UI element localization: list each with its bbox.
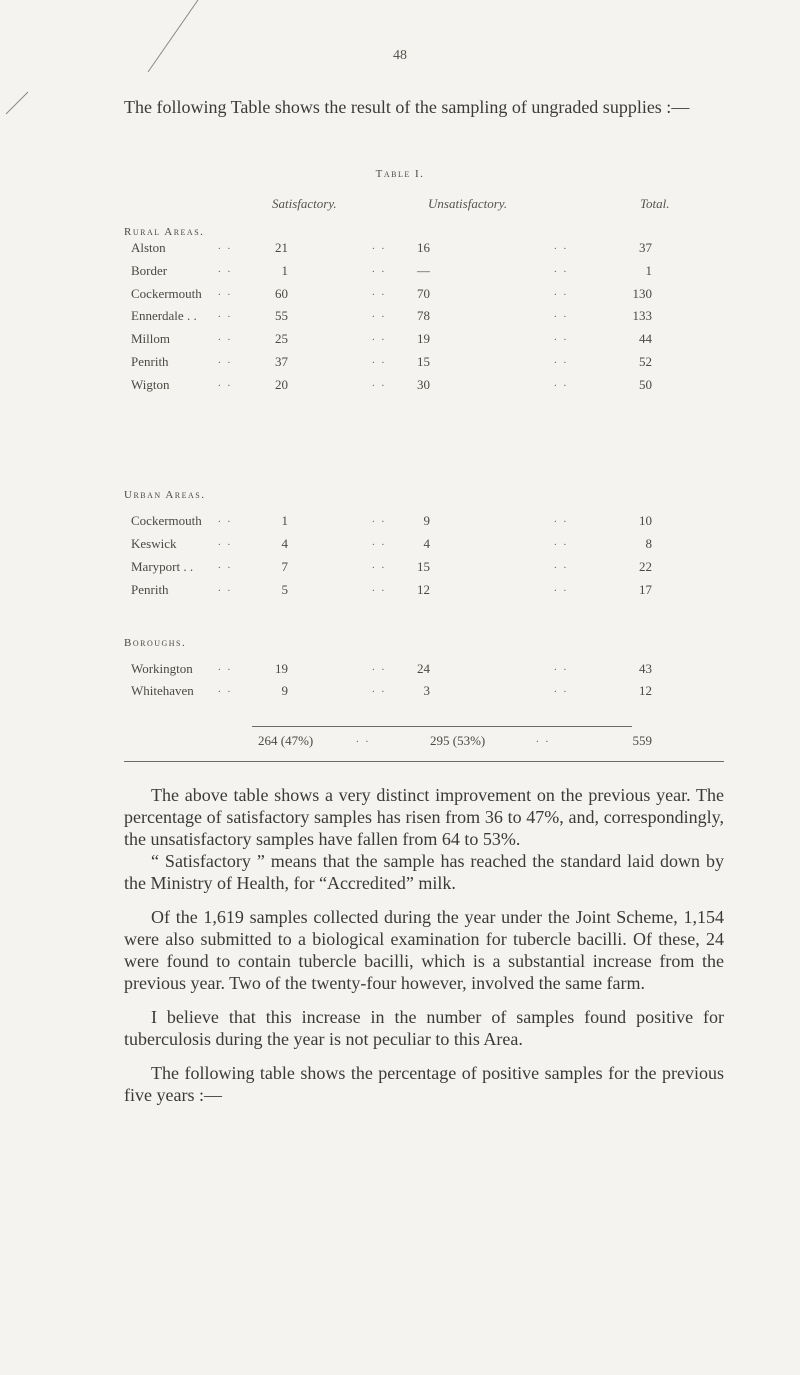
total-value: 52 xyxy=(639,354,652,369)
total-value: 1 xyxy=(645,262,652,278)
column-header-total: Total. xyxy=(640,196,670,211)
leader-dots: . . xyxy=(554,683,569,695)
page-number: 48 xyxy=(393,48,407,63)
leader-dots: . . xyxy=(218,240,233,252)
total-unsatisfactory: 295 (53%) xyxy=(430,733,486,748)
leader-dots: . . xyxy=(554,262,569,275)
paragraph-increase: I believe that this increase in the number of samples found positive for tuberculosis during the year is not peculiar to this Area. xyxy=(124,1007,724,1049)
leader-dots: . . xyxy=(218,582,233,594)
totals-rule-top xyxy=(252,726,632,727)
table-row xyxy=(0,661,800,681)
leader-dots: . . xyxy=(372,559,387,571)
area-name: Whitehaven xyxy=(131,683,194,698)
leader-dots: . . xyxy=(218,559,233,571)
intro-paragraph: The following Table shows the result of the sampling of ungraded supplies :— xyxy=(124,97,690,117)
leader-dots: . . xyxy=(372,308,387,321)
table-row xyxy=(0,240,800,260)
body-text xyxy=(124,784,724,1106)
leader-dots: . . xyxy=(218,308,233,321)
unsatisfactory-value: 30 xyxy=(417,376,430,392)
paragraph-biological-examination: Of the 1,619 samples collected during the year under the Joint Scheme, 1,154 were also submitted to a biological examination for tubercle bacilli. Of these, 24 were found to contain tubercle bacilli, which is a substantial increase from the previous year. Two of the twenty-four however, involved the same farm. xyxy=(124,907,724,993)
leader-dots: . . xyxy=(218,536,233,548)
area-name: Keswick xyxy=(131,536,177,551)
leader-dots: . . xyxy=(372,331,387,344)
grand-total: 559 xyxy=(632,733,652,748)
leader-dots: . . xyxy=(372,354,387,366)
leader-dots: . . xyxy=(218,683,233,695)
leader-dots: . . xyxy=(218,661,233,673)
leader-dots: . . xyxy=(372,661,387,673)
table-row xyxy=(0,308,800,328)
total-value: 8 xyxy=(645,536,652,551)
leader-dots: . . xyxy=(372,683,387,695)
total-value: 50 xyxy=(639,376,652,392)
total-value: 37 xyxy=(639,240,652,255)
area-name: Cockermouth xyxy=(131,285,202,301)
leader-dots: . . xyxy=(554,354,569,366)
total-value: 10 xyxy=(639,513,652,528)
unsatisfactory-value: 12 xyxy=(417,582,430,597)
table-row xyxy=(0,582,800,602)
satisfactory-value: 1 xyxy=(281,513,288,528)
unsatisfactory-value: 15 xyxy=(417,559,430,574)
unsatisfactory-value: 19 xyxy=(417,331,430,347)
leader-dots: . . xyxy=(554,661,569,673)
leader-dots: . . xyxy=(218,331,233,344)
leader-dots: . . xyxy=(554,559,569,571)
table-row xyxy=(0,559,800,579)
paragraph-satisfactory-definition: “ Satisfactory ” means that the sample has reached the standard laid down by the Ministry of Health, for “Accredited” milk. xyxy=(124,851,724,893)
leader-dots: . . xyxy=(554,285,569,298)
paragraph-improvement: The above table shows a very distinct improvement on the previous year. The percentage of satisfactory samples has risen from 36 to 47%, and, correspondingly, the unsatisfactory samples have fallen from 64 to 53%. xyxy=(124,785,724,849)
satisfactory-value: 55 xyxy=(275,308,288,324)
leader-dots: . . xyxy=(554,513,569,525)
total-value: 17 xyxy=(639,582,652,597)
leader-dots: . . xyxy=(536,733,551,745)
table-row xyxy=(0,263,800,283)
area-name: Border xyxy=(131,262,168,278)
area-name: Penrith xyxy=(131,354,169,369)
satisfactory-value: 37 xyxy=(275,354,288,369)
satisfactory-value: 1 xyxy=(281,262,288,278)
table-row xyxy=(0,683,800,703)
unsatisfactory-value: 9 xyxy=(423,513,430,528)
total-value: 130 xyxy=(632,285,652,301)
area-name: Wigton xyxy=(131,376,170,392)
satisfactory-value: 5 xyxy=(281,582,288,597)
satisfactory-value: 9 xyxy=(281,683,288,698)
leader-dots: . . xyxy=(372,376,387,389)
satisfactory-value: 20 xyxy=(275,376,288,392)
leader-dots: . . xyxy=(554,376,569,389)
total-value: 22 xyxy=(639,559,652,574)
area-name: Workington xyxy=(131,661,193,676)
table-row xyxy=(0,513,800,533)
satisfactory-value: 4 xyxy=(281,536,288,551)
section-heading: Urban Areas. xyxy=(124,489,206,501)
area-name: Cockermouth xyxy=(131,513,202,528)
unsatisfactory-value: 24 xyxy=(417,661,430,676)
area-name: Millom xyxy=(131,331,171,347)
leader-dots: . . xyxy=(372,513,387,525)
leader-dots: . . xyxy=(372,285,387,298)
unsatisfactory-value: 4 xyxy=(423,536,430,551)
unsatisfactory-value: 78 xyxy=(417,308,430,324)
satisfactory-value: 21 xyxy=(275,240,288,255)
area-name: Ennerdale . . xyxy=(131,308,197,324)
area-name: Alston xyxy=(131,240,166,255)
unsatisfactory-value: — xyxy=(417,262,430,278)
leader-dots: . . xyxy=(372,262,387,275)
leader-dots: . . xyxy=(554,582,569,594)
total-value: 44 xyxy=(639,331,652,347)
table-caption: Table I. xyxy=(375,168,425,180)
total-satisfactory: 264 (47%) xyxy=(258,733,314,748)
leader-dots: . . xyxy=(218,513,233,525)
paragraph-following-table: The following table shows the percentage of positive samples for the previous five years :— xyxy=(124,1063,724,1105)
total-value: 43 xyxy=(639,661,652,676)
table-row xyxy=(0,377,800,397)
leader-dots: . . xyxy=(218,354,233,366)
table-row xyxy=(0,286,800,306)
leader-dots: . . xyxy=(372,582,387,594)
column-header-unsatisfactory: Unsatisfactory. xyxy=(428,196,508,211)
table-row xyxy=(0,354,800,374)
unsatisfactory-value: 3 xyxy=(423,683,430,698)
table-row xyxy=(0,536,800,556)
satisfactory-value: 25 xyxy=(275,331,288,347)
area-name: Maryport . . xyxy=(131,559,194,574)
unsatisfactory-value: 16 xyxy=(417,240,430,255)
satisfactory-value: 7 xyxy=(281,559,288,574)
leader-dots: . . xyxy=(218,285,233,298)
unsatisfactory-value: 70 xyxy=(417,285,430,301)
section-heading: Boroughs. xyxy=(124,637,187,649)
section-heading: Rural Areas. xyxy=(124,226,205,238)
leader-dots: . . xyxy=(356,733,371,745)
leader-dots: . . xyxy=(554,240,569,252)
table-bottom-rule xyxy=(124,761,724,762)
leader-dots: . . xyxy=(372,240,387,252)
satisfactory-value: 60 xyxy=(275,285,288,301)
leader-dots: . . xyxy=(554,331,569,344)
leader-dots: . . xyxy=(218,262,233,275)
satisfactory-value: 19 xyxy=(275,661,288,676)
total-value: 12 xyxy=(639,683,652,698)
area-name: Penrith xyxy=(131,582,169,597)
table-row xyxy=(0,331,800,351)
leader-dots: . . xyxy=(372,536,387,548)
column-header-satisfactory: Satisfactory. xyxy=(272,196,337,211)
leader-dots: . . xyxy=(554,536,569,548)
unsatisfactory-value: 15 xyxy=(417,354,430,369)
leader-dots: . . xyxy=(554,308,569,321)
leader-dots: . . xyxy=(218,376,233,389)
total-value: 133 xyxy=(632,308,652,324)
